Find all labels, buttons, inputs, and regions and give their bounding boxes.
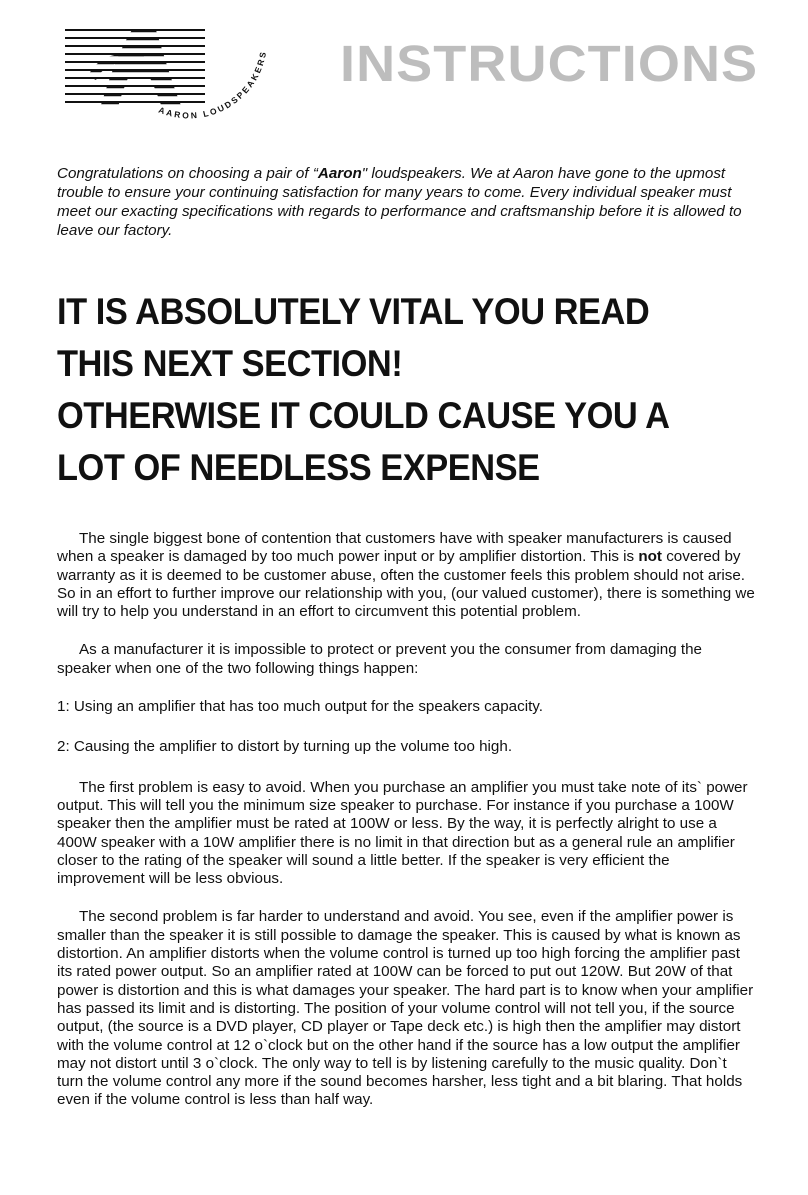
aaron-logo bbox=[58, 16, 288, 134]
list-item-2: 2: Causing the amplifier to distort by turning up the volume too high. bbox=[57, 738, 513, 756]
body-text bbox=[57, 530, 757, 1130]
paragraph-first-problem: The first problem is easy to avoid. When you purchase an amplifier you must take note of its` power output. This will tell you the minimum size speaker to purchase. For instance if you purchase a 100W speaker then the amplifier must be rated at 100W or less. By the way, it is perfectly alright to use a 400W speaker with a 10W amplifier there is no limit in that direction but as a general rule an amplifier closer to the rating of the speaker will sound a little better. If the speaker is very efficient the improvement will be less obvious. bbox=[57, 778, 748, 888]
logo-ring-text: AARON LOUDSPEAKERS bbox=[157, 49, 269, 121]
warning-line: OTHERWISE IT COULD CAUSE YOU A bbox=[57, 395, 670, 436]
warning-heading bbox=[57, 286, 727, 494]
warning-line: LOT OF NEEDLESS EXPENSE bbox=[57, 447, 540, 488]
intro-text-after: " loudspeakers. We at Aaron have gone to the upmost trouble to ensure your continuing satisfaction for many years to come. Every individual speaker must meet our exacting specifications with regards to performance and craftsmanship before it is allowed to leave our factory. bbox=[57, 165, 742, 239]
logo-a-mark bbox=[88, 24, 182, 108]
page-title: INSTRUCTIONS bbox=[340, 35, 759, 92]
list-item-1: 1: Using an amplifier that has too much output for the speakers capacity. bbox=[57, 698, 543, 716]
warning-line: THIS NEXT SECTION! bbox=[57, 343, 403, 384]
paragraph-second-problem: The second problem is far harder to understand and avoid. You see, even if the amplifier power is smaller than the speaker it is still possible to damage the speaker. This is caused by what is known as distortion. An amplifier distorts when the volume control is turned up too high forcing the amplifier past its rated power output. So an amplifier rated at 100W can be forced to put out 120W. But 20W of that power is distortion and this is what damages your speaker. The hard part is to know when your amplifier has passed its limit and is distorting. The position of your volume control will not tell you, if the source output, (the source is a DVD player, CD player or Tape deck etc.) is high then the amplifier may distort with the volume control at 12 o`clock but on the other hand if the source has a low output the amplifier may not distort until 3 o`clock. The only way to tell is by listening carefully to the music quality. Don`t turn the volume control any more if the sound becomes harsher, less tight and a bit blaring. That holds even if the volume control is less than half way. bbox=[57, 908, 754, 1109]
emphasis-not: not bbox=[638, 548, 662, 566]
intro-paragraph bbox=[57, 164, 757, 240]
paragraph-text: covered by warranty as it is deemed to be customer abuse, often the customer feels this problem should not arise. So in an effort to further improve our relationship with you, (our valued customer), there is something we will try to help you understand in an effort to circumvent this potential problem. bbox=[57, 548, 755, 621]
intro-text-before: Congratulations on choosing a pair of “ bbox=[57, 165, 318, 182]
paragraph-warranty bbox=[57, 530, 757, 621]
paragraph-causes: As a manufacturer it is impossible to protect or prevent you the consumer from damaging the speaker when one of the two following things happen: bbox=[57, 641, 702, 677]
paragraph-text: The single biggest bone of contention that customers have with speaker manufacturers is caused when a speaker is damaged by too much power input or by amplifier distortion. This is bbox=[57, 530, 732, 566]
intro-brand: Aaron bbox=[317, 165, 362, 182]
warning-line: IT IS ABSOLUTELY VITAL YOU READ bbox=[57, 291, 650, 332]
